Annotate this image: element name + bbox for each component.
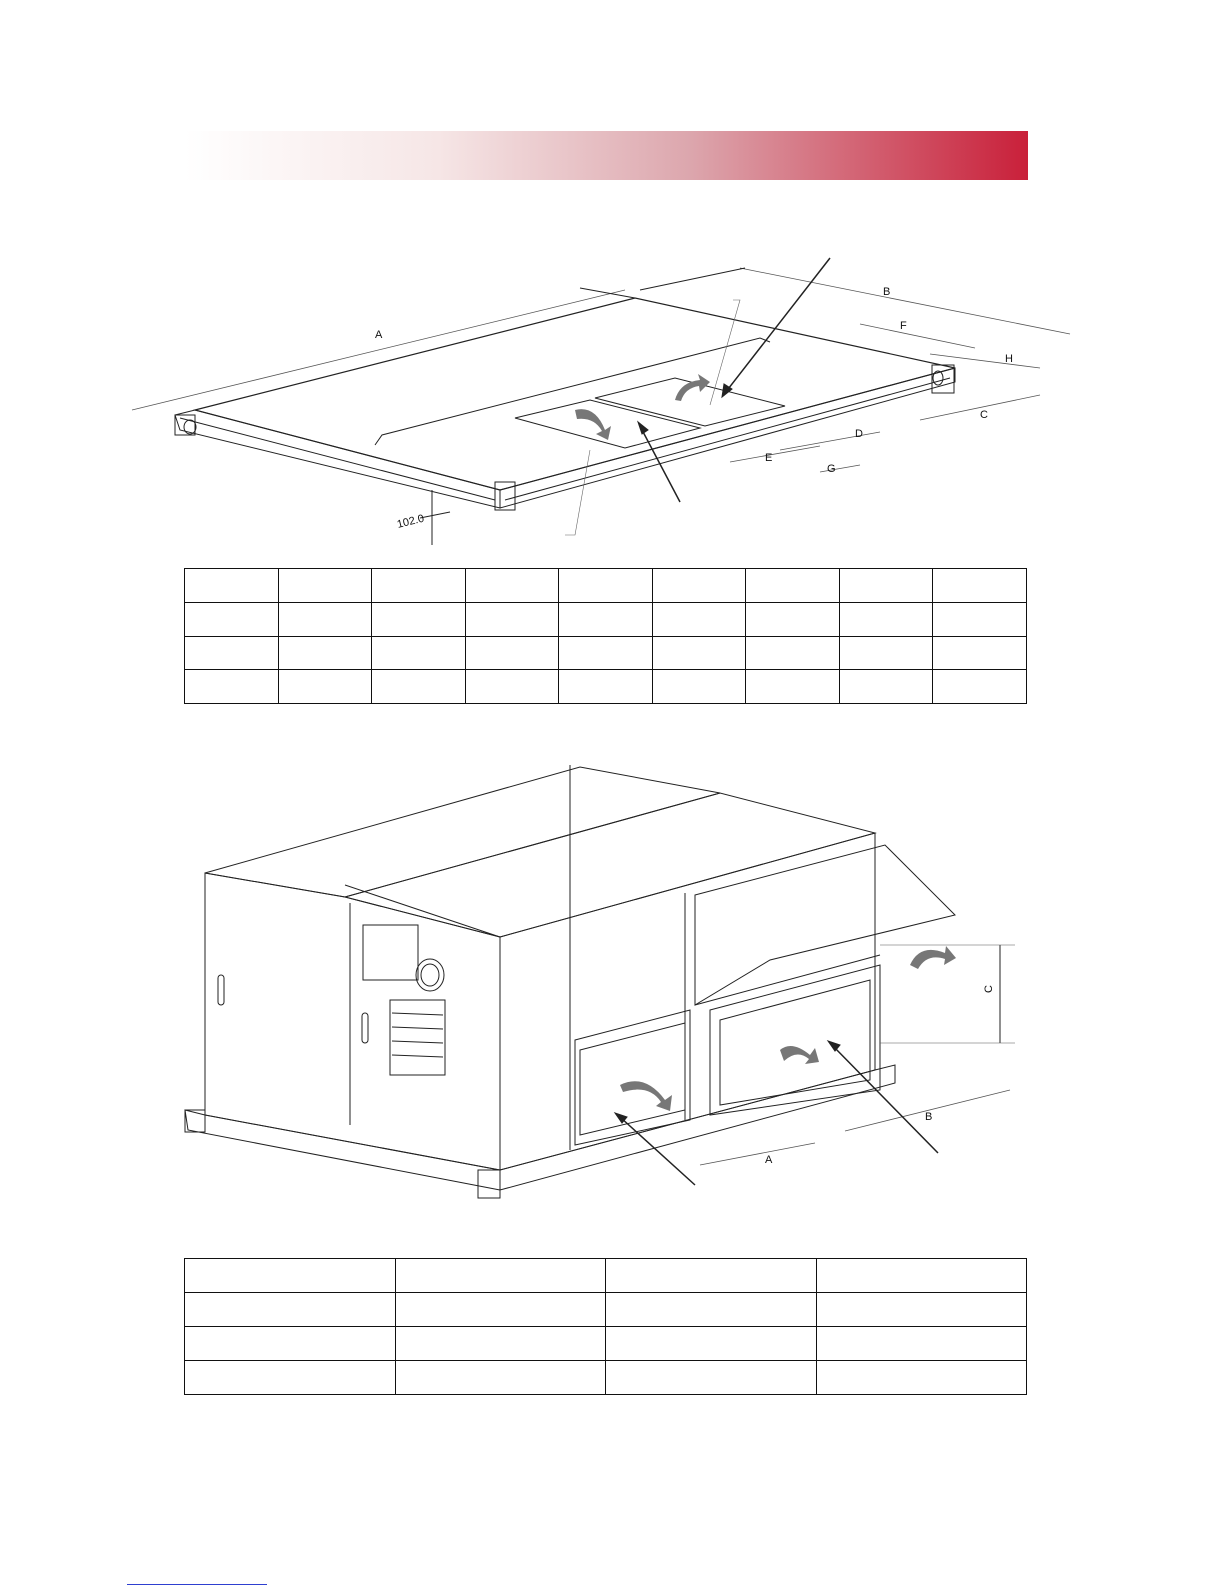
table-row (185, 1259, 1027, 1293)
top-dimension-table (184, 568, 1027, 704)
table-cell (465, 636, 559, 670)
table-cell (816, 1293, 1027, 1327)
table-cell (652, 636, 746, 670)
table-cell (933, 670, 1027, 704)
dim-label-b-bottom: B (925, 1111, 933, 1123)
table-row (185, 1361, 1027, 1395)
table-cell (652, 670, 746, 704)
table-cell (278, 670, 372, 704)
table-cell (746, 636, 840, 670)
table-cell (465, 569, 559, 603)
table-row (185, 1293, 1027, 1327)
dim-label-f: F (900, 320, 907, 332)
table-cell (816, 1361, 1027, 1395)
dim-label-c-bottom: C (983, 985, 995, 993)
table-cell (933, 602, 1027, 636)
table-cell (395, 1293, 606, 1327)
table-cell (465, 670, 559, 704)
table-cell (185, 1259, 396, 1293)
table-cell (816, 1259, 1027, 1293)
table-cell (395, 1327, 606, 1361)
table-row (185, 636, 1027, 670)
table-cell (372, 636, 466, 670)
table-cell (559, 602, 653, 636)
bottom-dimension-table (184, 1258, 1027, 1395)
table-cell (606, 1327, 817, 1361)
table-cell (185, 1361, 396, 1395)
table-cell (933, 636, 1027, 670)
table-cell (185, 636, 279, 670)
table-cell (372, 569, 466, 603)
table-cell (278, 602, 372, 636)
table-cell (746, 670, 840, 704)
dim-label-a-bottom: A (765, 1154, 773, 1166)
dim-label-g: G (827, 463, 836, 475)
table-cell (839, 636, 933, 670)
table-cell (606, 1259, 817, 1293)
table-cell (606, 1361, 817, 1395)
table-cell (395, 1361, 606, 1395)
table-cell (372, 602, 466, 636)
table-cell (606, 1293, 817, 1327)
table-cell (395, 1259, 606, 1293)
table-cell (278, 569, 372, 603)
dim-label-h: H (1005, 353, 1013, 365)
table-cell (185, 602, 279, 636)
dim-label-b: B (883, 286, 891, 298)
table-row (185, 569, 1027, 603)
table-cell (372, 670, 466, 704)
dim-label-a: A (375, 329, 383, 341)
table-row (185, 602, 1027, 636)
table-cell (839, 602, 933, 636)
table-cell (278, 636, 372, 670)
dim-label-c: C (980, 409, 988, 421)
table-cell (185, 670, 279, 704)
table-cell (746, 602, 840, 636)
dim-label-d: D (855, 428, 863, 440)
table-cell (185, 1327, 396, 1361)
top-unit-drawing (120, 250, 1100, 550)
table-cell (559, 569, 653, 603)
table-cell (839, 569, 933, 603)
table-cell (559, 636, 653, 670)
table-cell (816, 1327, 1027, 1361)
table-cell (559, 670, 653, 704)
table-cell (839, 670, 933, 704)
section-header-bar (185, 131, 1028, 180)
table-cell (652, 602, 746, 636)
table-cell (185, 569, 279, 603)
table-cell (933, 569, 1027, 603)
table-cell (652, 569, 746, 603)
table-cell (746, 569, 840, 603)
height-dimension-label: 102.0 (395, 512, 426, 531)
table-row (185, 670, 1027, 704)
bottom-unit-drawing (180, 765, 1060, 1205)
table-cell (185, 1293, 396, 1327)
table-row (185, 1327, 1027, 1361)
table-cell (465, 602, 559, 636)
dim-label-e: E (765, 452, 773, 464)
